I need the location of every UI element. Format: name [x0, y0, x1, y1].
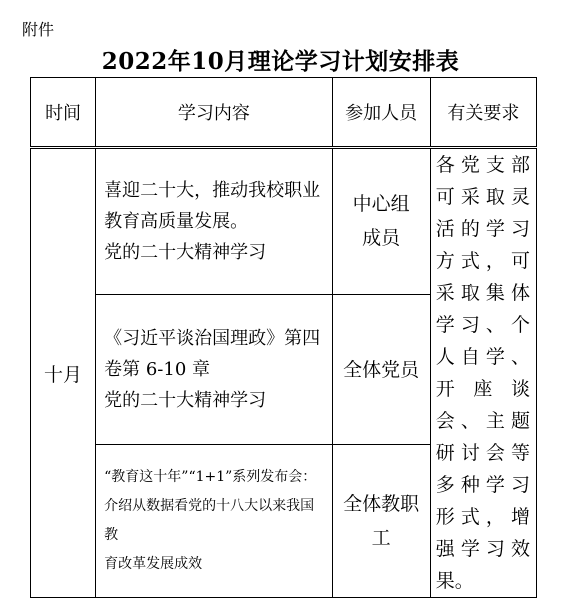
- column-header-content: 学习内容: [96, 78, 332, 148]
- participants-cell: [332, 445, 430, 598]
- page-title: 2022年10月理论学习计划安排表: [101, 48, 460, 75]
- participants-line: 工: [371, 527, 391, 550]
- time-cell: 十月: [31, 148, 96, 598]
- participants-cell: [332, 294, 430, 444]
- content-line: “教育这十年”“1+1”系列发布会：: [104, 469, 317, 486]
- participants-line: 全体教职: [343, 493, 420, 516]
- content-line: 党的二十大精神学习: [104, 241, 267, 263]
- content-line: 育改革发展成效: [104, 556, 203, 573]
- table-header-row: [31, 78, 537, 148]
- content-cell: [96, 294, 332, 444]
- content-line: 卷第 6-10 章: [104, 359, 211, 381]
- content-cell: [96, 148, 332, 295]
- attachment-label: 附件: [22, 20, 55, 39]
- column-header-participants: 参加人员: [332, 78, 430, 148]
- participants-line: 成员: [362, 227, 401, 250]
- content-cell: [96, 445, 332, 598]
- column-header-time: 时间: [31, 78, 96, 148]
- participants-cell: [332, 148, 430, 295]
- participants-line: 中心组: [352, 193, 410, 216]
- column-header-requirements: 有关要求: [430, 78, 536, 148]
- content-line: 教育高质量发展。: [104, 210, 249, 232]
- content-line: 《习近平谈治国理政》第四: [104, 328, 321, 350]
- requirements-cell: 各党支部可采取灵活的学习方式，可采取集体学习、个人自学、开座谈会、主题研讨会等多种学习形式，增强学习效果。: [430, 148, 536, 598]
- content-line: 介绍从数据看党的十八大以来我国教: [104, 498, 315, 544]
- table-row: [31, 148, 537, 295]
- participants-line: 全体党员: [343, 358, 420, 381]
- study-plan-table: [30, 77, 537, 598]
- content-line: 喜迎二十大，推动我校职业: [104, 179, 321, 201]
- content-line: 党的二十大精神学习: [104, 390, 267, 412]
